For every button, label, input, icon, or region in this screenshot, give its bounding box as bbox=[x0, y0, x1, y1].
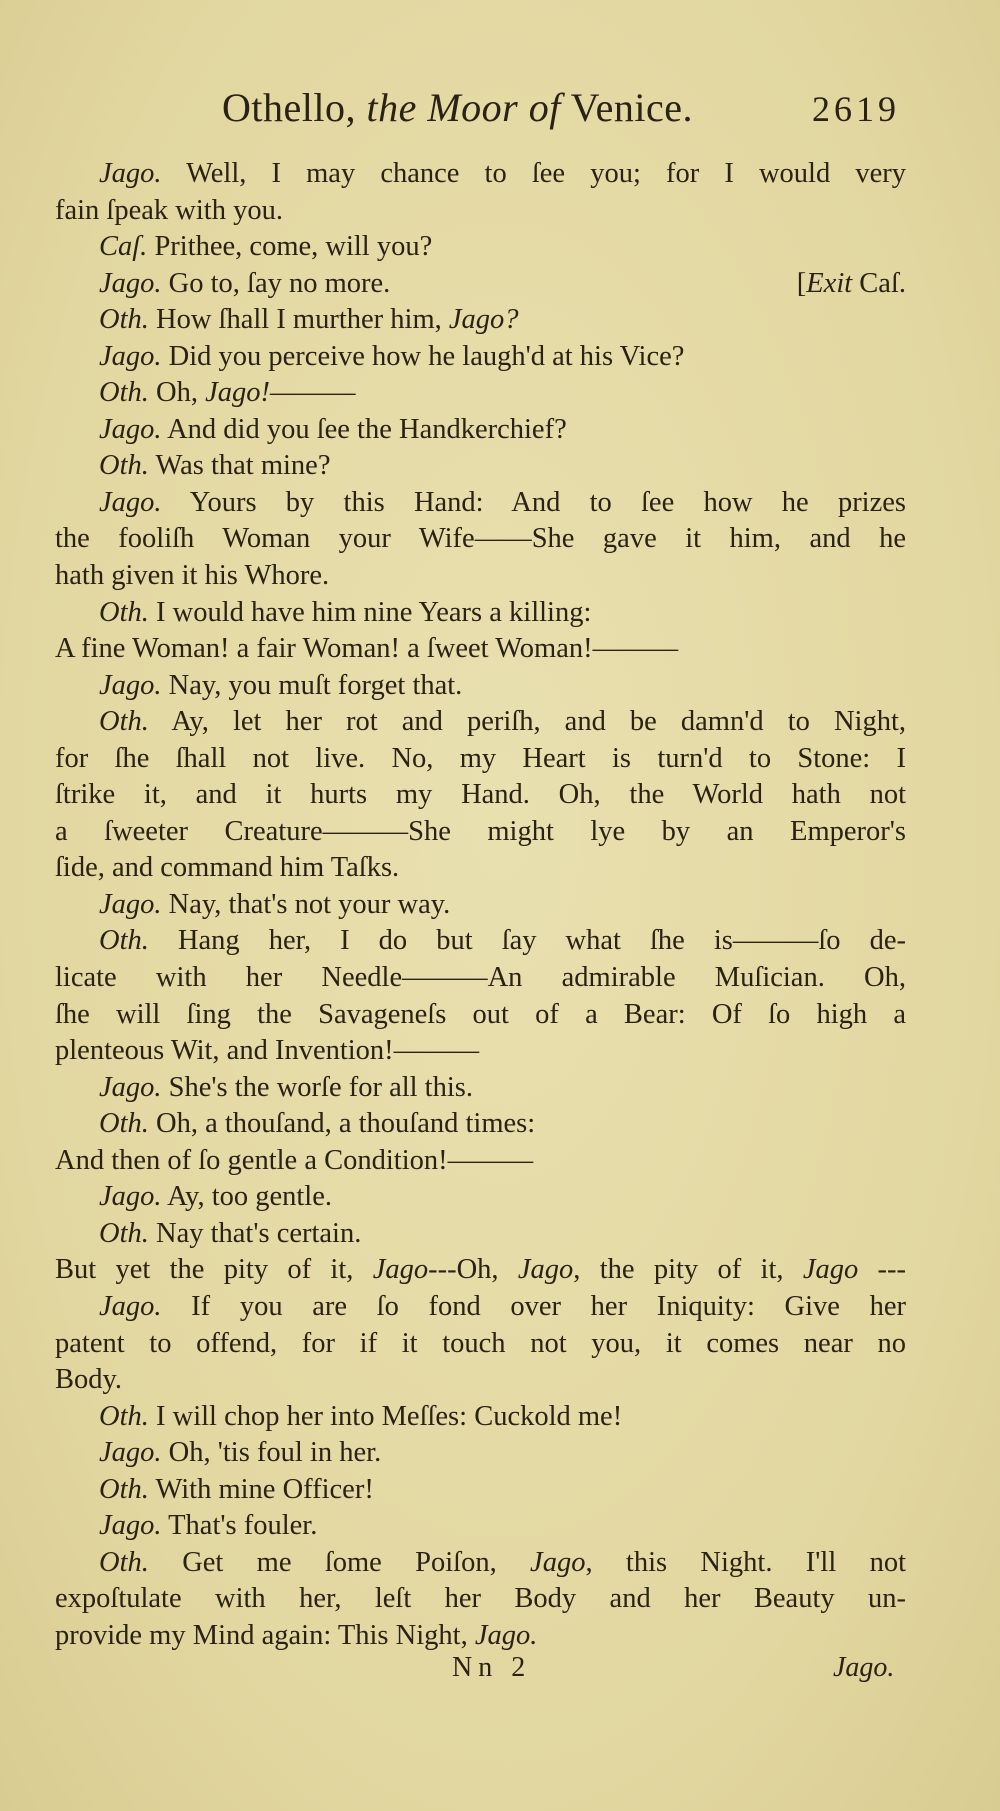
running-header bbox=[0, 84, 1000, 134]
speaker-name: Oth. bbox=[99, 706, 149, 738]
speaker-name: Jago. bbox=[99, 1071, 162, 1103]
italic-run: Jago? bbox=[448, 304, 519, 336]
speaker-name: Oth. bbox=[99, 1217, 149, 1249]
running-title bbox=[222, 84, 693, 131]
text-run: A fine Woman! a fair Woman! a ſweet Woman!——— bbox=[55, 633, 679, 665]
text-run: Well, I may chance to ſee you; for I would very bbox=[161, 158, 906, 189]
text-run: And did you ſee the Handkerchief? bbox=[161, 413, 567, 445]
speaker-name: Jago. bbox=[99, 486, 162, 518]
speaker-name: Jago. bbox=[99, 1181, 162, 1213]
text-run: , the pity of it, bbox=[573, 1254, 803, 1286]
text-run: I would have him nine Years a killing: bbox=[148, 596, 592, 628]
text-run: Oh, a thouſand, a thouſand times: bbox=[148, 1108, 536, 1140]
text-run: patent to offend, for if it touch not you, it comes near no bbox=[55, 1327, 906, 1359]
text-line bbox=[55, 1070, 906, 1107]
text-line bbox=[55, 266, 906, 303]
text-line bbox=[55, 558, 906, 595]
text-run: the fooliſh Woman your Wife——She gave it him, and he bbox=[55, 523, 906, 555]
text-line bbox=[55, 1106, 906, 1143]
text-line bbox=[55, 1289, 906, 1326]
speaker-name: Oth. bbox=[99, 1108, 149, 1140]
text-line bbox=[55, 960, 906, 997]
text-run: ſtrike it, and it hurts my Hand. Oh, the World hath not bbox=[55, 779, 906, 811]
text-line bbox=[55, 1618, 906, 1655]
text-line bbox=[55, 1581, 906, 1618]
title-part: Othello, bbox=[222, 85, 356, 130]
speaker-name: Jago. bbox=[99, 1290, 162, 1322]
text-line bbox=[55, 741, 906, 778]
text-run: Get me ſome Poiſon, bbox=[148, 1546, 531, 1578]
text-run: With mine Officer! bbox=[148, 1473, 374, 1505]
speaker-name: Jago. bbox=[99, 888, 162, 920]
text-line bbox=[55, 1326, 906, 1363]
speaker-name: Jago. bbox=[99, 669, 162, 701]
text-line bbox=[55, 412, 906, 449]
text-line bbox=[55, 1252, 906, 1289]
title-part: Venice. bbox=[570, 85, 693, 130]
text-run: Oh, bbox=[148, 377, 206, 409]
text-run: Ay, too gentle. bbox=[161, 1181, 333, 1213]
text-line bbox=[55, 887, 906, 924]
page-number: 2619 bbox=[812, 89, 900, 129]
text-line bbox=[55, 229, 906, 266]
text-line bbox=[55, 814, 906, 851]
speaker-name: Oth. bbox=[99, 1473, 149, 1505]
text-run: provide my Mind again: This Night, bbox=[55, 1619, 475, 1651]
text-run: --- bbox=[858, 1254, 906, 1286]
text-run: Nay that's certain. bbox=[148, 1217, 362, 1249]
text-run: But yet the pity of it, bbox=[55, 1254, 373, 1286]
text-run: Was that mine? bbox=[148, 450, 331, 482]
text-line bbox=[55, 1362, 906, 1399]
speaker-name: Oth. bbox=[99, 1546, 149, 1578]
italic-run: Jago. bbox=[474, 1619, 538, 1651]
text-line bbox=[55, 777, 906, 814]
text-line bbox=[55, 595, 906, 632]
italic-run: Jago bbox=[802, 1254, 859, 1286]
speaker-name: Jago. bbox=[99, 158, 162, 189]
text-line bbox=[55, 1435, 906, 1472]
text-line bbox=[55, 1399, 906, 1436]
text-line bbox=[55, 1216, 906, 1253]
text-line bbox=[55, 668, 906, 705]
text-line bbox=[55, 375, 906, 412]
text-run: Caſ. bbox=[852, 267, 906, 299]
text-run: fain ſpeak with you. bbox=[55, 194, 283, 226]
text-run: Go to, ſay no more. bbox=[161, 267, 391, 299]
title-part-italic: the Moor of bbox=[366, 85, 561, 130]
speaker-name: Oth. bbox=[99, 304, 149, 336]
text-line bbox=[55, 448, 906, 485]
text-line bbox=[55, 1508, 906, 1545]
text-run: ---Oh, bbox=[428, 1254, 518, 1286]
speaker-name: Oth. bbox=[99, 925, 149, 957]
text-run: licate with her Needle———An admirable Muſician. Oh, bbox=[55, 962, 906, 994]
text-run: If you are ſo fond over her Iniquity: Give her bbox=[161, 1290, 906, 1322]
text-run: for ſhe ſhall not live. No, my Heart is turn'd to Stone: I bbox=[55, 742, 906, 774]
text-run: And then of ſo gentle a Condition!——— bbox=[55, 1144, 534, 1176]
italic-run: Jago bbox=[517, 1254, 574, 1286]
italic-run: Jago bbox=[372, 1254, 429, 1286]
play-text bbox=[55, 156, 906, 1654]
speaker-name: Oth. bbox=[99, 1400, 149, 1432]
speaker-name: Oth. bbox=[99, 450, 149, 482]
text-line bbox=[55, 485, 906, 522]
catchword: Jago. bbox=[833, 1652, 895, 1683]
text-run: expoſtulate with her, leſt her Body and her Beauty un- bbox=[55, 1583, 906, 1615]
italic-run: Exit bbox=[806, 267, 853, 299]
stage-direction bbox=[797, 266, 906, 303]
text-run: Did you perceive how he laugh'd at his Vice? bbox=[161, 340, 685, 372]
italic-run: Jago! bbox=[205, 377, 270, 409]
text-run: ſhe will ſing the Savageneſs out of a Bear: Of ſo high a bbox=[55, 998, 906, 1030]
text-line bbox=[55, 1472, 906, 1509]
text-run: Body. bbox=[55, 1364, 123, 1396]
text-line bbox=[55, 1179, 906, 1216]
text-run: [ bbox=[796, 267, 807, 299]
text-line bbox=[55, 850, 906, 887]
speaker-name: Oth. bbox=[99, 596, 149, 628]
speaker-name: Jago. bbox=[99, 340, 162, 372]
text-run: Hang her, I do but ſay what ſhe is———ſo de- bbox=[148, 925, 906, 957]
text-line bbox=[55, 339, 906, 376]
text-line bbox=[55, 997, 906, 1034]
text-line bbox=[55, 631, 906, 668]
text-line bbox=[55, 521, 906, 558]
text-run: plenteous Wit, and Invention!——— bbox=[55, 1035, 480, 1067]
text-run: hath given it his Whore. bbox=[55, 560, 330, 592]
speaker-name: Jago. bbox=[99, 413, 162, 445]
signature-mark: Nn 2 bbox=[452, 1652, 532, 1683]
text-run: Yours by this Hand: And to ſee how he prizes bbox=[161, 486, 906, 518]
speaker-name: Jago. bbox=[99, 1437, 162, 1469]
text-run: , this Night. I'll not bbox=[585, 1546, 906, 1578]
text-line bbox=[55, 302, 906, 339]
text-run: ſide, and command him Taſks. bbox=[55, 852, 400, 884]
speaker-name: Oth. bbox=[99, 377, 149, 409]
text-line bbox=[55, 156, 906, 193]
text-run: Nay, that's not your way. bbox=[161, 888, 451, 920]
text-run: I will chop her into Meſſes: Cuckold me! bbox=[148, 1400, 623, 1432]
text-run: Nay, you muſt forget that. bbox=[161, 669, 463, 701]
text-run: ——— bbox=[269, 377, 356, 409]
text-run: That's fouler. bbox=[161, 1510, 318, 1542]
text-line bbox=[55, 1143, 906, 1180]
text-line bbox=[55, 193, 906, 230]
text-line bbox=[55, 1545, 906, 1582]
text-run: How ſhall I murther him, bbox=[148, 304, 449, 336]
speaker-name: Jago. bbox=[99, 267, 162, 299]
text-run: a ſweeter Creature———She might lye by an Emperor's bbox=[55, 815, 906, 847]
speaker-name: Caſ. bbox=[99, 231, 148, 263]
text-run: Oh, 'tis foul in her. bbox=[161, 1437, 382, 1469]
text-run: Prithee, come, will you? bbox=[147, 231, 433, 263]
text-line bbox=[55, 1033, 906, 1070]
text-run: She's the worſe for all this. bbox=[161, 1071, 473, 1103]
speaker-name: Jago. bbox=[99, 1510, 162, 1542]
text-run: Ay, let her rot and periſh, and be damn'd to Night, bbox=[148, 706, 906, 738]
text-line bbox=[55, 704, 906, 741]
italic-run: Jago bbox=[530, 1546, 586, 1578]
text-line bbox=[55, 923, 906, 960]
